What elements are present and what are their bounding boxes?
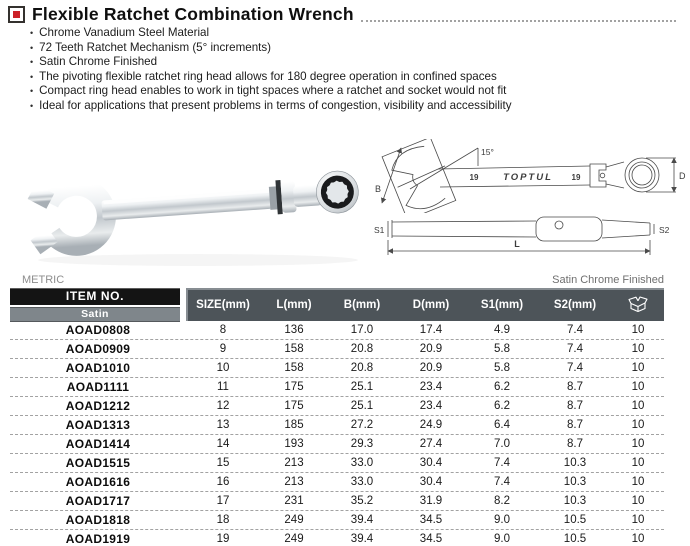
spec-value-cell: 20.8 bbox=[350, 343, 374, 355]
dim-s1-label: S1 bbox=[374, 225, 385, 235]
bullet-icon: • bbox=[30, 57, 34, 68]
col-header-d: D(mm) bbox=[412, 298, 450, 311]
spec-value-cell: 4.9 bbox=[494, 324, 510, 336]
spec-value-cell: 6.2 bbox=[494, 400, 510, 412]
table-row bbox=[10, 378, 664, 397]
spec-value-cell: 8 bbox=[219, 324, 227, 336]
item-no-cell: AOAD1616 bbox=[65, 475, 131, 489]
spec-value-cell: 10 bbox=[631, 514, 645, 526]
bullet-icon: • bbox=[30, 86, 34, 97]
finish-label: Satin Chrome Finished bbox=[552, 274, 664, 286]
box-icon bbox=[627, 296, 649, 313]
spec-value-cell: 10.3 bbox=[563, 495, 587, 507]
spec-value-cell: 7.4 bbox=[567, 324, 583, 336]
spec-value-cell: 10 bbox=[631, 343, 645, 355]
spec-value-cell: 39.4 bbox=[350, 533, 374, 545]
spec-value-cell: 20.9 bbox=[419, 362, 443, 374]
feature-item bbox=[30, 26, 512, 41]
spec-value-cell: 8.7 bbox=[567, 400, 583, 412]
feature-list bbox=[30, 26, 512, 114]
feature-item bbox=[30, 55, 512, 70]
dimension-diagram-side bbox=[374, 213, 686, 276]
spec-value-cell: 15 bbox=[216, 457, 230, 469]
spec-value-cell: 20.9 bbox=[419, 343, 443, 355]
column-header-bar bbox=[186, 288, 664, 321]
bullet-icon: • bbox=[30, 100, 34, 111]
spec-value-cell: 136 bbox=[284, 324, 304, 336]
spec-value-cell: 14 bbox=[216, 438, 230, 450]
size-stamp-right: 19 bbox=[571, 173, 581, 182]
spec-value-cell: 213 bbox=[284, 476, 304, 488]
spec-value-cell: 30.4 bbox=[419, 476, 443, 488]
feature-item bbox=[30, 84, 512, 99]
table-row bbox=[10, 530, 664, 546]
spec-table-body bbox=[10, 321, 664, 546]
item-no-cell: AOAD1515 bbox=[65, 456, 131, 470]
table-row bbox=[10, 359, 664, 378]
spec-value-cell: 5.8 bbox=[494, 343, 510, 355]
title-dotted-leader bbox=[361, 20, 676, 22]
table-row bbox=[10, 492, 664, 511]
spec-value-cell: 7.4 bbox=[567, 362, 583, 374]
red-square-bullet-icon bbox=[8, 6, 25, 23]
table-row bbox=[10, 321, 664, 340]
spec-value-cell: 9.0 bbox=[494, 514, 510, 526]
spec-value-cell: 8.2 bbox=[494, 495, 510, 507]
table-row bbox=[10, 511, 664, 530]
spec-value-cell: 249 bbox=[284, 514, 304, 526]
feature-text: Chrome Vanadium Steel Material bbox=[39, 26, 210, 39]
table-row bbox=[10, 340, 664, 359]
spec-value-cell: 16 bbox=[216, 476, 230, 488]
spec-value-cell: 6.4 bbox=[494, 419, 510, 431]
bullet-icon: • bbox=[30, 28, 34, 38]
spec-value-cell: 10 bbox=[631, 362, 645, 374]
table-row bbox=[10, 397, 664, 416]
col-header-b: B(mm) bbox=[343, 298, 381, 311]
dim-s2-label: S2 bbox=[659, 225, 670, 235]
spec-value-cell: 10 bbox=[631, 324, 645, 336]
wrench-photo-illustration bbox=[18, 136, 374, 274]
spec-value-cell: 10 bbox=[631, 438, 645, 450]
item-no-cell: AOAD1111 bbox=[66, 380, 130, 394]
spec-value-cell: 27.2 bbox=[350, 419, 374, 431]
feature-text: Satin Chrome Finished bbox=[39, 55, 158, 69]
feature-item bbox=[30, 99, 512, 114]
spec-value-cell: 10 bbox=[631, 419, 645, 431]
spec-value-cell: 39.4 bbox=[350, 514, 374, 526]
spec-value-cell: 10 bbox=[631, 400, 645, 412]
spec-value-cell: 19 bbox=[216, 533, 230, 545]
spec-value-cell: 10 bbox=[631, 457, 645, 469]
spec-value-cell: 34.5 bbox=[419, 514, 443, 526]
spec-value-cell: 25.1 bbox=[350, 381, 374, 393]
spec-value-cell: 23.4 bbox=[419, 400, 443, 412]
spec-value-cell: 10.5 bbox=[563, 514, 587, 526]
spec-value-cell: 7.0 bbox=[494, 438, 510, 450]
spec-value-cell: 158 bbox=[284, 362, 304, 374]
spec-value-cell: 33.0 bbox=[350, 476, 374, 488]
col-header-s2: S2(mm) bbox=[553, 298, 597, 311]
spec-value-cell: 249 bbox=[284, 533, 304, 545]
spec-value-cell: 10 bbox=[631, 495, 645, 507]
spec-value-cell: 30.4 bbox=[419, 457, 443, 469]
spec-value-cell: 7.4 bbox=[567, 343, 583, 355]
spec-table bbox=[10, 288, 664, 546]
feature-item bbox=[30, 70, 512, 85]
spec-value-cell: 34.5 bbox=[419, 533, 443, 545]
spec-value-cell: 20.8 bbox=[350, 362, 374, 374]
bullet-icon: • bbox=[30, 42, 34, 53]
feature-text: The pivoting flexible ratchet ring head allows for 180 degree operation in confined spaces bbox=[39, 69, 497, 83]
table-row bbox=[10, 473, 664, 492]
angle-label: 15° bbox=[481, 147, 494, 157]
col-header-s1: S1(mm) bbox=[480, 298, 524, 311]
col-header-size: SIZE(mm) bbox=[196, 298, 250, 311]
page-title: Flexible Ratchet Combination Wrench bbox=[32, 4, 354, 24]
title-row bbox=[8, 4, 678, 25]
size-stamp-left: 19 bbox=[469, 173, 479, 182]
table-row bbox=[10, 454, 664, 473]
spec-value-cell: 17.4 bbox=[419, 324, 443, 336]
spec-value-cell: 231 bbox=[284, 495, 304, 507]
side-view-drawing bbox=[374, 213, 686, 271]
item-no-cell: AOAD0909 bbox=[65, 342, 131, 356]
spec-value-cell: 11 bbox=[217, 381, 229, 393]
spec-value-cell: 17.0 bbox=[350, 324, 374, 336]
item-no-cell: AOAD1414 bbox=[65, 437, 131, 451]
spec-value-cell: 10 bbox=[631, 533, 645, 545]
spec-value-cell: 9 bbox=[219, 343, 227, 355]
spec-value-cell: 9.0 bbox=[494, 533, 510, 545]
spec-value-cell: 31.9 bbox=[419, 495, 443, 507]
spec-value-cell: 8.7 bbox=[567, 438, 583, 450]
item-no-cell: AOAD1010 bbox=[65, 361, 131, 375]
item-no-cell: AOAD0808 bbox=[65, 323, 131, 337]
spec-value-cell: 23.4 bbox=[419, 381, 443, 393]
top-view-drawing bbox=[374, 139, 686, 213]
spec-value-cell: 8.7 bbox=[567, 419, 583, 431]
spec-value-cell: 33.0 bbox=[350, 457, 374, 469]
spec-value-cell: 24.9 bbox=[419, 419, 443, 431]
feature-text: 72 Teeth Ratchet Mechanism (5° increments) bbox=[39, 40, 272, 54]
spec-value-cell: 193 bbox=[284, 438, 304, 450]
spec-value-cell: 8.7 bbox=[567, 381, 583, 393]
spec-value-cell: 13 bbox=[216, 419, 230, 431]
item-no-cell: AOAD1717 bbox=[65, 494, 131, 508]
spec-value-cell: 10.5 bbox=[563, 533, 587, 545]
spec-value-cell: 7.4 bbox=[494, 476, 510, 488]
spec-value-cell: 10 bbox=[216, 362, 230, 374]
dim-l-label: L bbox=[514, 239, 520, 249]
metric-label: METRIC bbox=[22, 274, 65, 286]
spec-value-cell: 27.4 bbox=[419, 438, 443, 450]
spec-value-cell: 10 bbox=[631, 476, 645, 488]
spec-value-cell: 18 bbox=[216, 514, 230, 526]
item-no-header: ITEM NO. bbox=[10, 288, 180, 305]
spec-value-cell: 10 bbox=[631, 381, 645, 393]
col-header-qty bbox=[612, 296, 664, 313]
item-no-cell: AOAD1818 bbox=[65, 513, 131, 527]
item-no-cell: AOAD1313 bbox=[65, 418, 131, 432]
spec-value-cell: 17 bbox=[216, 495, 230, 507]
table-row bbox=[10, 416, 664, 435]
item-no-header-block bbox=[10, 288, 180, 321]
spec-value-cell: 175 bbox=[284, 400, 304, 412]
bullet-icon: • bbox=[30, 71, 34, 82]
spec-value-cell: 25.1 bbox=[350, 400, 374, 412]
item-no-cell: AOAD1919 bbox=[65, 532, 131, 546]
spec-value-cell: 213 bbox=[284, 457, 304, 469]
feature-text: Compact ring head enables to work in tight spaces where a ratchet and socket would not fit bbox=[39, 84, 507, 98]
feature-item bbox=[30, 41, 512, 56]
item-no-cell: AOAD1212 bbox=[65, 399, 131, 413]
brand-label: TOPTUL bbox=[503, 172, 553, 183]
spec-value-cell: 10.3 bbox=[563, 457, 587, 469]
spec-value-cell: 5.8 bbox=[494, 362, 510, 374]
red-square-fill bbox=[13, 11, 20, 18]
spec-value-cell: 35.2 bbox=[350, 495, 374, 507]
product-photo bbox=[18, 136, 374, 279]
dim-b-label: B bbox=[375, 184, 382, 194]
spec-value-cell: 12 bbox=[216, 400, 230, 412]
spec-value-cell: 7.4 bbox=[494, 457, 510, 469]
spec-value-cell: 6.2 bbox=[494, 381, 510, 393]
feature-text: Ideal for applications that present problems in terms of congestion, visibility and accessibility bbox=[39, 98, 512, 112]
satin-subheader: Satin bbox=[10, 307, 180, 322]
spec-value-cell: 158 bbox=[284, 343, 304, 355]
table-header bbox=[10, 288, 664, 321]
spec-value-cell: 175 bbox=[284, 381, 304, 393]
dimension-diagram-top bbox=[374, 139, 686, 218]
dim-d-label: D bbox=[679, 171, 686, 181]
col-header-l: L(mm) bbox=[276, 298, 312, 311]
spec-value-cell: 10.3 bbox=[563, 476, 587, 488]
table-row bbox=[10, 435, 664, 454]
spec-value-cell: 185 bbox=[284, 419, 304, 431]
spec-value-cell: 29.3 bbox=[350, 438, 374, 450]
